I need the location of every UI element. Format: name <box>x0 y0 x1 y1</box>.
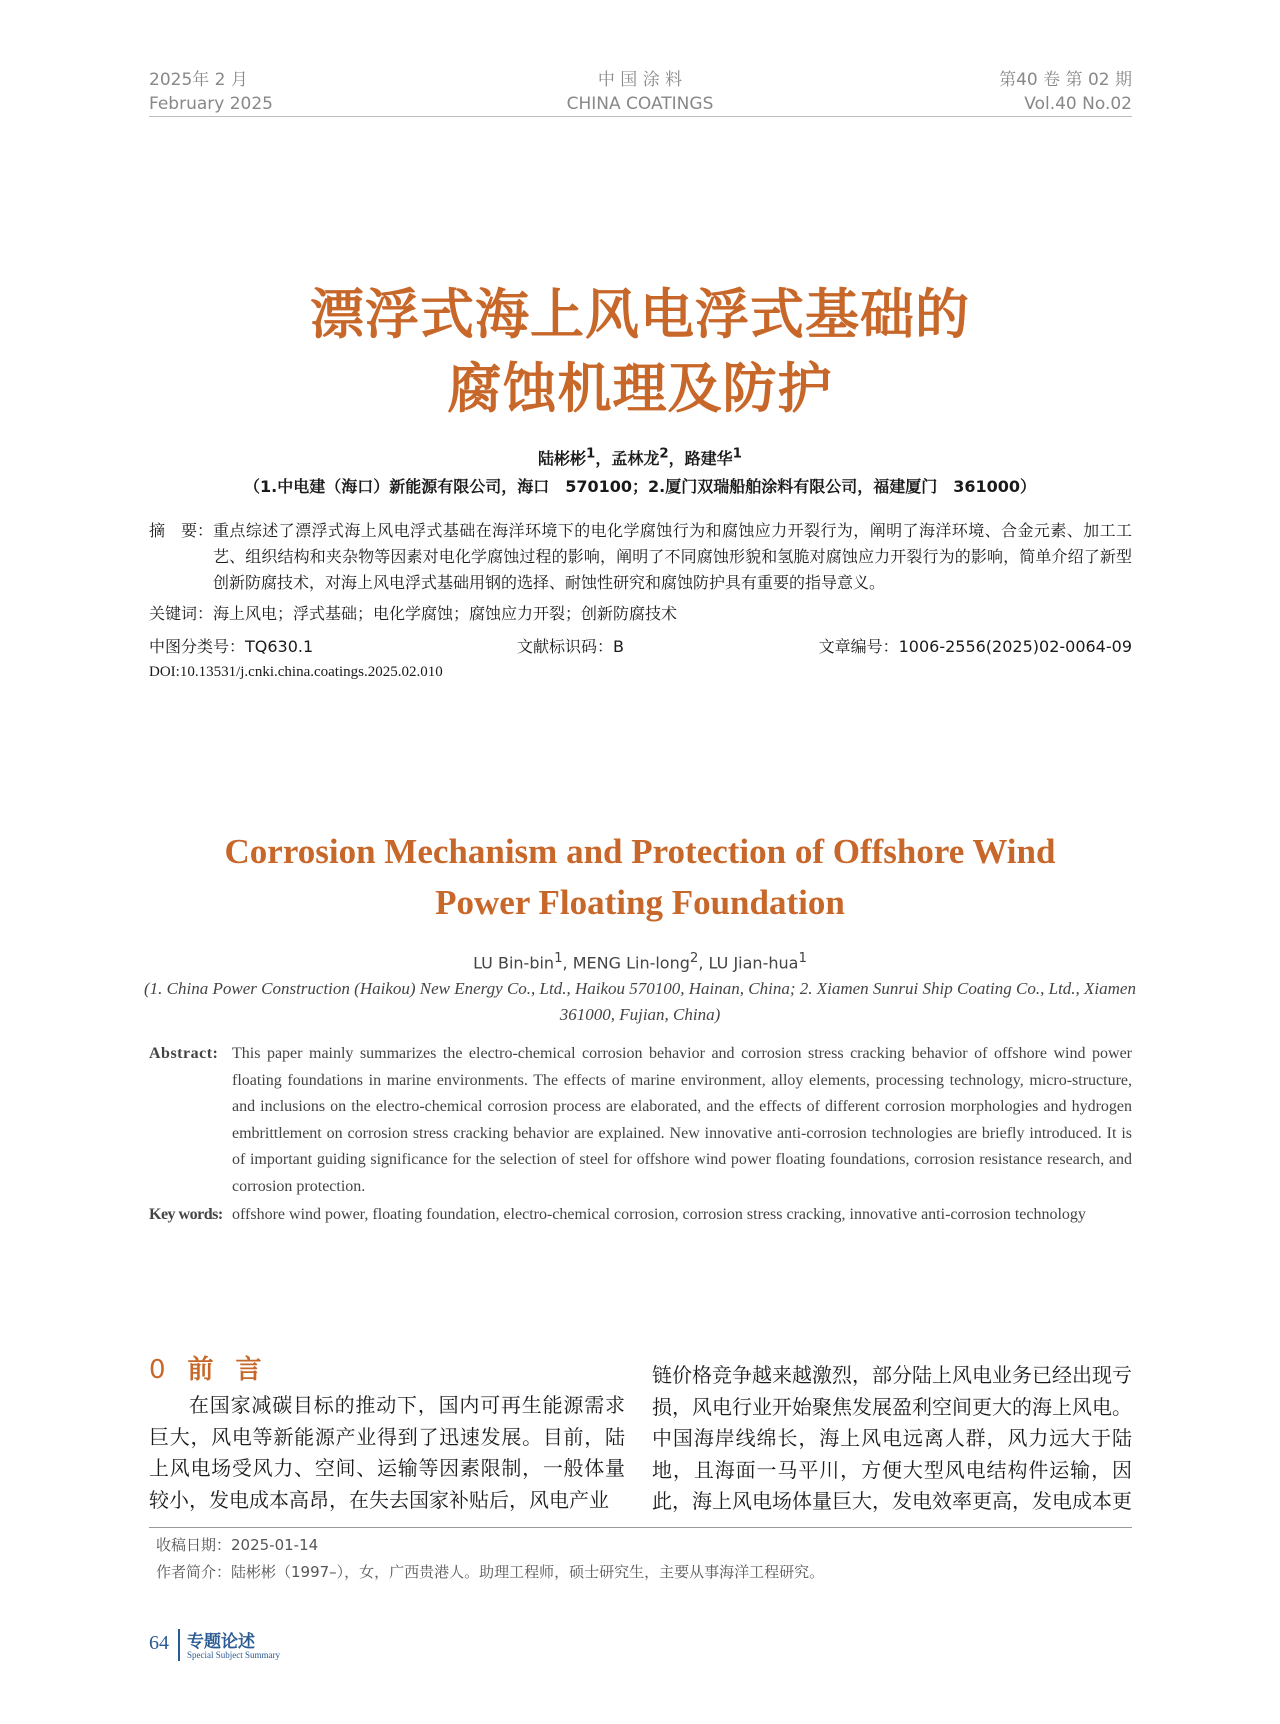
en-authors: LU Bin-bin$^1$, MENG Lin-long$^2$, LU Jian-hua$^1$ <box>473 951 807 973</box>
cn-doc-code: 文献标识码：B <box>517 637 624 656</box>
footer-section-cn: 专题论述 <box>187 1632 255 1652</box>
header-issue-en: Vol.40 No.02 <box>1024 94 1132 114</box>
footnote-author-bio: 作者简介：陆彬彬（1997–），女，广西贵港人。助理工程师，硕士研究生，主要从事海洋工程研究。 <box>156 1563 825 1581</box>
en-title-line1: Corrosion Mechanism and Protection of Offshore Wind <box>224 832 1056 871</box>
header-issue-cn: 第40 卷 第 02 期 <box>999 70 1132 90</box>
cn-keywords-label: 关键词： <box>149 604 214 623</box>
en-affiliation: (1. China Power Construction (Haikou) New Energy Co., Ltd., Haikou 570100, Hainan, China; 2. Xiamen Sunrui Ship Coating Co., Ltd., Xiamen 361000, Fujian, China) <box>144 979 1136 1024</box>
cn-author-name: 孟林龙 <box>611 449 660 468</box>
en-abstract <box>149 1041 1132 1201</box>
footnote-received: 收稿日期：2025-01-14 <box>156 1536 319 1554</box>
header-date-en: February 2025 <box>149 94 273 114</box>
en-keywords-label: Key words: <box>149 1206 223 1223</box>
footnote-divider <box>149 1527 1132 1528</box>
cn-article-no: 文章编号：1006-2556(2025)02-0064-09 <box>818 637 1132 656</box>
cn-abstract-label: 摘 要： <box>149 521 214 540</box>
footer-bar <box>178 1629 180 1661</box>
cn-keywords-text: 海上风电；浮式基础；电化学腐蚀；腐蚀应力开裂；创新防腐技术 <box>213 604 678 623</box>
cn-author-sup: 2 <box>659 446 669 462</box>
en-author-name: MENG Lin-long <box>572 953 690 973</box>
body-left-column: 在国家减碳目标的推动下，国内可再生能源需求巨大，风电等新能源产业得到了迅速发展。目前，陆上风电场受风力、空间、运输等因素限制，一般体量较小，发电成本高昂，在失去国家补贴后，风电产业 <box>149 1393 625 1512</box>
cn-keywords <box>149 601 1132 627</box>
cn-abstract <box>149 518 1132 596</box>
en-author-name: LU Jian-hua <box>708 953 799 973</box>
header-issue <box>999 68 1132 116</box>
section-title: 前言 <box>187 1355 284 1385</box>
cn-title <box>0 278 1280 426</box>
footer-section-en: Special Subject Summary <box>187 1650 280 1660</box>
cn-author-name: 陆彬彬 <box>538 449 587 468</box>
body-right-column: 链价格竞争越来越激烈，部分陆上风电业务已经出现亏损，风电行业开始聚焦发展盈利空间更大的海上风电。中国海岸线绵长，海上风电远离人群，风力远大于陆地，且海面一马平川，方便大型风电结构件运输，因此，海上风电场体量巨大，发电效率更高，发电成本更 <box>652 1363 1132 1514</box>
doi: DOI:10.13531/j.cnki.china.coatings.2025.02.010 <box>149 664 443 680</box>
page-number: 64 <box>149 1632 169 1654</box>
en-title <box>0 826 1280 928</box>
en-abstract-text: This paper mainly summarizes the electro-chemical corrosion behavior and corrosion stress cracking behavior of offshore wind power floating foundations in marine environments. The effects of marine environment, alloy elements, processing technology, micro-structure, and inclusions on the electro-chemical corrosion process are elaborated, and the effects of different corrosion morphologies and hydrogen embrittlement on corrosion stress cracking behavior are explained. New innovative anti-corrosion technologies are briefly introduced. It is of important guiding significance for the selection of steel for offshore wind power floating foundations, corrosion resistance research, and corrosion protection. <box>232 1045 1132 1195</box>
header-divider <box>149 116 1132 117</box>
en-author-sup: 1 <box>798 951 807 966</box>
cn-author-sup: 1 <box>732 446 742 462</box>
en-abstract-label: Abstract: <box>149 1045 219 1062</box>
cn-abstract-text: 重点综述了漂浮式海上风电浮式基础在海洋环境下的电化学腐蚀行为和腐蚀应力开裂行为，阐明了海洋环境、合金元素、加工工艺、组织结构和夹杂物等因素对电化学腐蚀过程的影响，阐明了不同腐蚀形貌和氢脆对腐蚀应力开裂行为的影响，简单介绍了新型创新防腐技术，对海上风电浮式基础用钢的选择、耐蚀性研究和腐蚀防护具有重要的指导意义。 <box>213 521 1132 592</box>
header-date-cn: 2025年 2 月 <box>149 70 248 90</box>
cn-author-sup: 1 <box>586 446 596 462</box>
header-journal-en: CHINA COATINGS <box>566 94 714 114</box>
header-journal-cn: 中 国 涂 料 <box>597 70 683 90</box>
cn-title-line2: 腐蚀机理及防护 <box>447 357 833 420</box>
en-title-line2: Power Floating Foundation <box>435 883 845 922</box>
en-keywords <box>149 1202 1132 1229</box>
cn-title-line1: 漂浮式海上风电浮式基础的 <box>310 283 970 346</box>
en-keywords-text: offshore wind power, floating foundation, electro-chemical corrosion, corrosion stress cracking, innovative anti-corrosion technology <box>232 1206 1086 1223</box>
cn-author-name: 路建华 <box>684 449 733 468</box>
cn-affiliation: （1.中电建（海口）新能源有限公司，海口 570100；2.厦门双瑞船舶涂料有限公司，福建厦门 361000） <box>243 477 1037 496</box>
section-heading <box>149 1352 284 1388</box>
en-author-sup: 1 <box>554 951 563 966</box>
section-number: 0 <box>149 1355 166 1385</box>
cn-authors: 陆彬彬$^1$，孟林龙$^2$，路建华$^1$ <box>538 446 742 468</box>
cn-clc: 中图分类号：TQ630.1 <box>149 637 314 656</box>
en-author-name: LU Bin-bin <box>473 953 555 973</box>
en-author-sup: 2 <box>689 951 699 966</box>
